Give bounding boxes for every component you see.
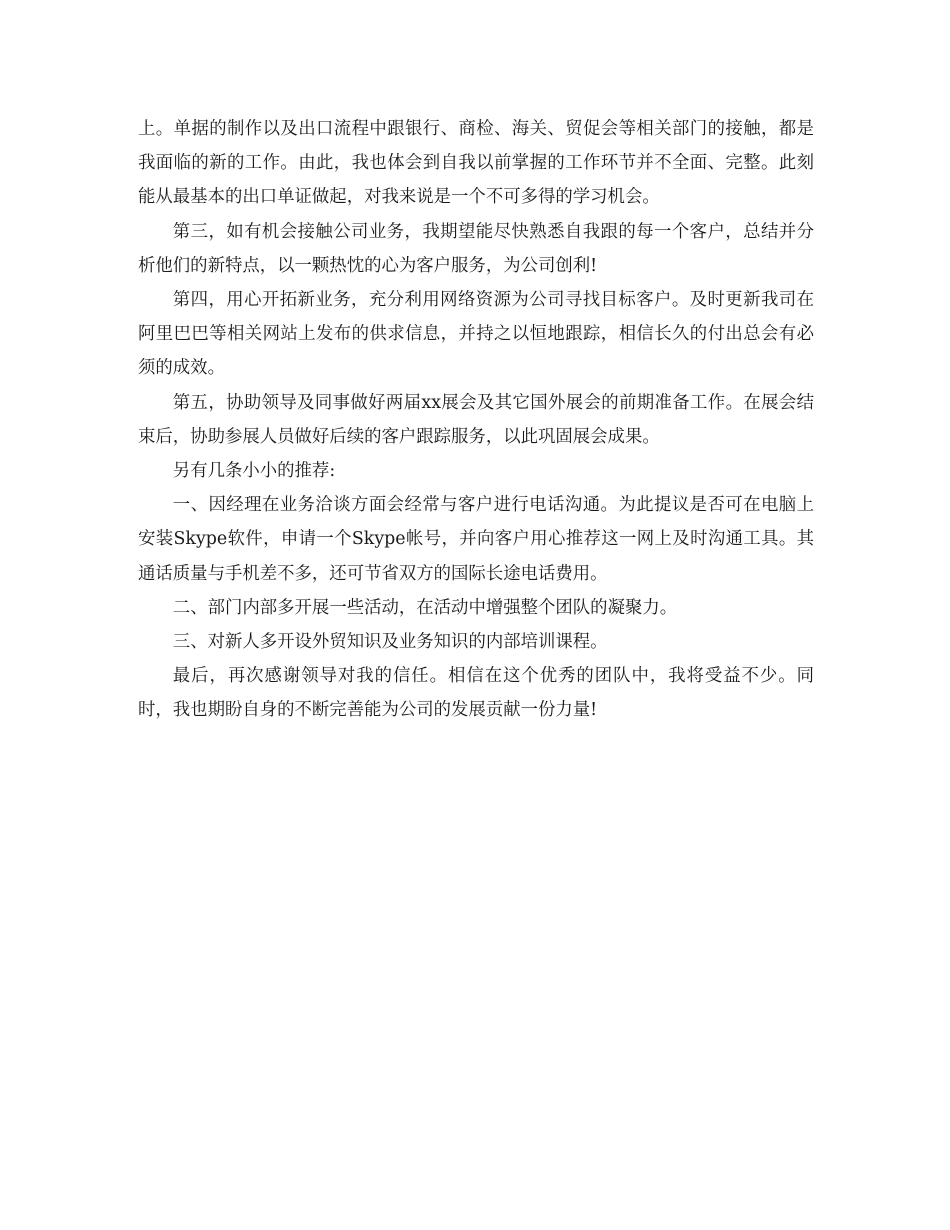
paragraph-third-point: 第三，如有机会接触公司业务，我期望能尽快熟悉自我跟的每一个客户，总结并分析他们的新特点，以一颗热忱的心为客户服务，为公司创利! xyxy=(138,221,814,276)
paragraph-suggestion-two: 二、部门内部多开展一些活动，在活动中增强整个团队的凝聚力。 xyxy=(172,597,678,618)
paragraph-suggestions-intro: 另有几条小小的推荐: xyxy=(172,461,336,482)
paragraph-closing: 最后，再次感谢领导对我的信任。相信在这个优秀的团队中，我将受益不少。同时，我也期盼自身的不断完善能为公司的发展贡献一份力量! xyxy=(138,666,814,721)
paragraph-continuation: 上。单据的制作以及出口流程中跟银行、商检、海关、贸促会等相关部门的接触，都是我面临的新的工作。由此，我也体会到自我以前掌握的工作环节并不全面、完整。此刻能从最基本的出口单证做起，对我来说是一个不可多得的学习机会。 xyxy=(138,119,814,208)
paragraph-fourth-point: 第四，用心开拓新业务，充分利用网络资源为公司寻找目标客户。及时更新我司在阿里巴巴等相关网站上发布的供求信息，并持之以恒地跟踪，相信长久的付出总会有必须的成效。 xyxy=(138,290,814,379)
paragraph-fifth-point: 第五，协助领导及同事做好两届xx展会及其它国外展会的前期准备工作。在展会结束后，协助参展人员做好后续的客户跟踪服务，以此巩固展会成果。 xyxy=(138,392,814,447)
paragraph-suggestion-three: 三、对新人多开设外贸知识及业务知识的内部培训课程。 xyxy=(172,632,608,653)
paragraph-suggestion-one: 一、因经理在业务洽谈方面会经常与客户进行电话沟通。为此提议是否可在电脑上安装Skype软件，申请一个Skype帐号，并向客户用心推荐这一网上及时沟通工具。其通话质量与手机差不多，还可节省双方的国际长途电话费用。 xyxy=(138,495,814,584)
document-body xyxy=(138,112,814,728)
